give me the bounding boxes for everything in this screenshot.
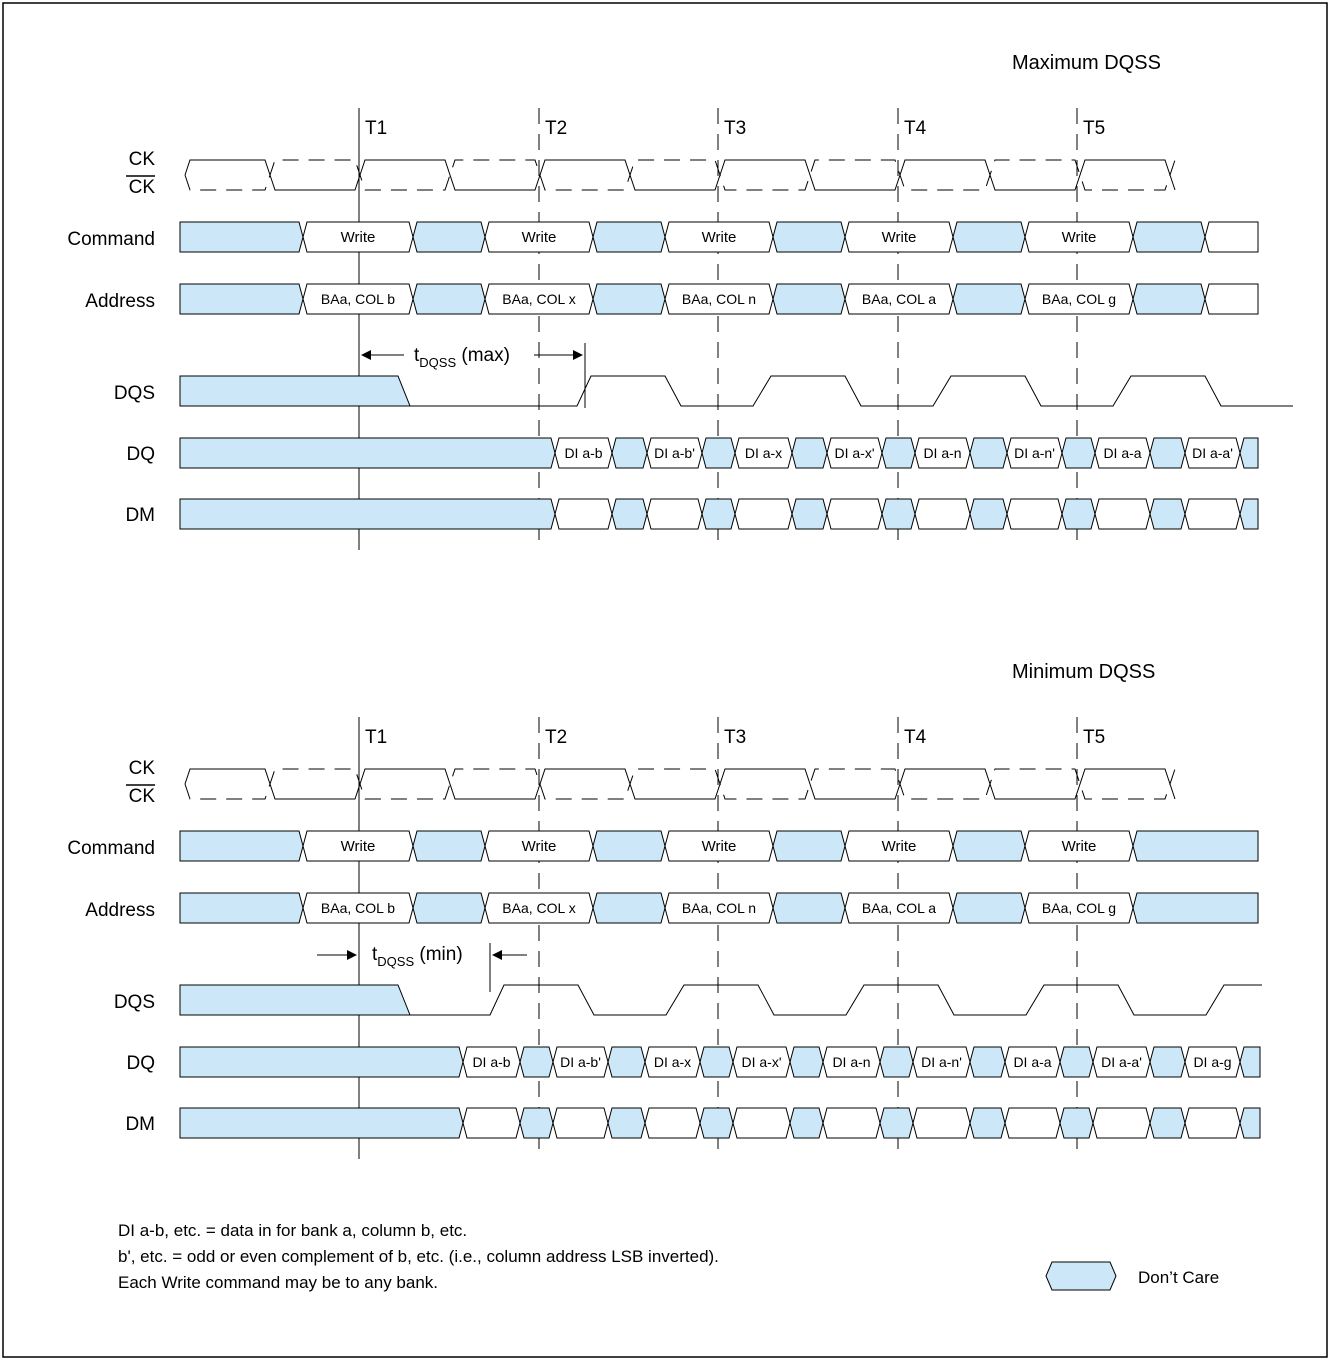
command-text: Write (340, 229, 376, 246)
dont-care-segment (970, 438, 1007, 468)
dq-data-text: DI a-n' (1014, 445, 1055, 461)
dqs-dont-care (180, 376, 410, 406)
dont-care-segment (953, 893, 1025, 923)
dont-care-segment (1133, 893, 1258, 923)
dont-care-segment (520, 1047, 553, 1077)
command-text: Write (881, 838, 917, 855)
dont-care-segment (608, 1047, 645, 1077)
clock-edge-label: T2 (545, 727, 568, 748)
ck-bar-waveform (185, 160, 1175, 190)
dont-care-segment (612, 438, 647, 468)
dont-care-segment (1062, 499, 1095, 529)
address-segment (1205, 284, 1258, 314)
address-text: BAa, COL x (502, 900, 576, 916)
dq-data-text: DI a-b (564, 445, 603, 461)
dm-segment (645, 1108, 700, 1138)
notes (118, 1221, 719, 1292)
note-line: b', etc. = odd or even complement of b, etc. (i.e., column address LSB inverted). (118, 1247, 719, 1266)
dq-data-text: DI a-a' (1192, 445, 1233, 461)
address-text: BAa, COL b (320, 291, 396, 307)
dont-care-segment (970, 499, 1007, 529)
dq-label: DQ (126, 1053, 155, 1074)
dont-care-segment (953, 831, 1025, 861)
dont-care-segment (180, 1108, 463, 1138)
dont-care-segment (608, 1108, 645, 1138)
dont-care-segment (180, 831, 303, 861)
tdqss-arrowhead (347, 950, 357, 960)
dont-care-segment (1150, 499, 1185, 529)
dont-care-segment (1150, 1108, 1185, 1138)
dm-segment (1093, 1108, 1150, 1138)
dont-care-segment (792, 438, 827, 468)
dm-segment (1185, 1108, 1240, 1138)
dont-care-segment (1060, 1047, 1093, 1077)
tdqss-arrowhead (361, 350, 371, 360)
dont-care-segment (702, 499, 735, 529)
dont-care-segment (970, 1047, 1005, 1077)
dont-care-segment (880, 1108, 913, 1138)
command-segment (1205, 222, 1258, 252)
dm-segment (1007, 499, 1062, 529)
dont-care-swatch (1046, 1262, 1116, 1290)
dont-care-segment (180, 222, 303, 252)
dont-care-segment (953, 284, 1025, 314)
dm-segment (735, 499, 792, 529)
address-text: BAa, COL g (1041, 900, 1117, 916)
command-text: Write (340, 838, 376, 855)
clock-edge-label: T1 (365, 727, 388, 748)
dont-care-segment (773, 831, 845, 861)
legend-label: Don’t Care (1138, 1268, 1220, 1287)
legend (1046, 1262, 1219, 1290)
address-text: BAa, COL g (1041, 291, 1117, 307)
dm-segment (823, 1108, 880, 1138)
ck-label: CK (128, 149, 155, 170)
dont-care-segment (180, 1047, 463, 1077)
clock-edge-label: T4 (904, 727, 927, 748)
dont-care-segment (1150, 438, 1185, 468)
dont-care-segment (1133, 284, 1205, 314)
dont-care-segment (1060, 1108, 1093, 1138)
dm-segment (913, 1108, 970, 1138)
dqs-label: DQS (113, 383, 155, 404)
panel-minimum-dqss (67, 661, 1262, 1159)
dq-data-text: DI a-n (923, 445, 962, 461)
dont-care-segment (180, 438, 555, 468)
dont-care-segment (1240, 499, 1258, 529)
dont-care-segment (180, 893, 303, 923)
dq-data-text: DI a-b' (654, 445, 695, 461)
dont-care-segment (790, 1108, 823, 1138)
dm-segment (915, 499, 970, 529)
ck-waveform (185, 160, 1175, 190)
clock-edge-label: T4 (904, 118, 927, 139)
dont-care-segment (773, 284, 845, 314)
dm-label: DM (125, 1114, 155, 1135)
dm-segment (1095, 499, 1150, 529)
dq-data-text: DI a-n' (921, 1054, 962, 1070)
panel-maximum-dqss (67, 52, 1293, 550)
dq-data-text: DI a-x (653, 1054, 692, 1070)
dont-care-segment (1240, 438, 1258, 468)
ck-waveform (185, 769, 1175, 799)
address-text: BAa, COL x (502, 291, 576, 307)
dqs-waveform (410, 376, 1293, 406)
dont-care-segment (593, 893, 665, 923)
clock-edge-label: T5 (1083, 727, 1106, 748)
command-text: Write (1061, 229, 1097, 246)
command-text: Write (881, 229, 917, 246)
dont-care-segment (882, 499, 915, 529)
dont-care-segment (1240, 1047, 1260, 1077)
dont-care-segment (612, 499, 647, 529)
dont-care-segment (593, 284, 665, 314)
dont-care-segment (970, 1108, 1005, 1138)
dm-segment (827, 499, 882, 529)
ck-label: CK (128, 758, 155, 779)
dont-care-segment (1133, 831, 1258, 861)
address-label: Address (85, 291, 155, 312)
note-line: Each Write command may be to any bank. (118, 1273, 439, 1292)
tdqss-arrowhead (573, 350, 583, 360)
dont-care-segment (773, 222, 845, 252)
dont-care-segment (180, 499, 555, 529)
dont-care-segment (700, 1047, 733, 1077)
dm-label: DM (125, 505, 155, 526)
clock-edge-label: T5 (1083, 118, 1106, 139)
address-text: BAa, COL n (681, 291, 757, 307)
panel-title: Maximum DQSS (1012, 52, 1161, 74)
dont-care-segment (1150, 1047, 1185, 1077)
dont-care-segment (702, 438, 735, 468)
dont-care-segment (413, 893, 485, 923)
tdqss-label: $t_{DQSS}$ (min) (372, 944, 463, 969)
dont-care-segment (790, 1047, 823, 1077)
dont-care-segment (593, 222, 665, 252)
dq-data-text: DI a-x' (834, 445, 875, 461)
clock-edge-label: T1 (365, 118, 388, 139)
address-text: BAa, COL n (681, 900, 757, 916)
dq-label: DQ (126, 444, 155, 465)
address-text: BAa, COL a (861, 900, 937, 916)
command-text: Write (521, 838, 557, 855)
ck-bar-label: CK (128, 177, 155, 198)
dont-care-segment (700, 1108, 733, 1138)
clock-edge-label: T3 (724, 118, 747, 139)
dont-care-segment (413, 222, 485, 252)
dont-care-segment (1062, 438, 1095, 468)
dont-care-segment (882, 438, 915, 468)
dont-care-segment (953, 222, 1025, 252)
dq-data-text: DI a-a' (1101, 1054, 1142, 1070)
dq-data-text: DI a-n (832, 1054, 871, 1070)
dqs-dont-care (180, 985, 410, 1015)
dm-segment (1185, 499, 1240, 529)
clock-edge-label: T2 (545, 118, 568, 139)
command-text: Write (521, 229, 557, 246)
dont-care-segment (792, 499, 827, 529)
dq-data-text: DI a-b' (560, 1054, 601, 1070)
dq-data-text: DI a-a (1103, 445, 1142, 461)
dm-segment (555, 499, 612, 529)
dm-segment (1005, 1108, 1060, 1138)
command-text: Write (701, 838, 737, 855)
dont-care-segment (1133, 222, 1205, 252)
address-label: Address (85, 900, 155, 921)
panel-title: Minimum DQSS (1012, 661, 1156, 683)
command-label: Command (67, 838, 155, 859)
dm-segment (463, 1108, 520, 1138)
tdqss-arrowhead (492, 950, 502, 960)
address-text: BAa, COL a (861, 291, 937, 307)
dq-data-text: DI a-a (1013, 1054, 1052, 1070)
command-label: Command (67, 229, 155, 250)
dont-care-segment (593, 831, 665, 861)
dq-data-text: DI a-x (744, 445, 783, 461)
command-text: Write (1061, 838, 1097, 855)
dont-care-segment (773, 893, 845, 923)
dm-segment (647, 499, 702, 529)
note-line: DI a-b, etc. = data in for bank a, column b, etc. (118, 1221, 468, 1240)
dont-care-segment (413, 831, 485, 861)
command-text: Write (701, 229, 737, 246)
ck-bar-label: CK (128, 786, 155, 807)
dqs-label: DQS (113, 992, 155, 1013)
dont-care-segment (180, 284, 303, 314)
tdqss-label: $t_{DQSS}$ (max) (414, 345, 510, 370)
dm-segment (733, 1108, 790, 1138)
dq-data-text: DI a-b (472, 1054, 511, 1070)
dqs-waveform (410, 985, 1262, 1015)
ck-bar-waveform (185, 769, 1175, 799)
dq-data-text: DI a-g (1193, 1054, 1232, 1070)
dont-care-segment (413, 284, 485, 314)
address-text: BAa, COL b (320, 900, 396, 916)
dont-care-segment (1240, 1108, 1260, 1138)
dont-care-segment (880, 1047, 913, 1077)
clock-edge-label: T3 (724, 727, 747, 748)
dq-data-text: DI a-x' (741, 1054, 782, 1070)
dont-care-segment (520, 1108, 553, 1138)
dm-segment (553, 1108, 608, 1138)
